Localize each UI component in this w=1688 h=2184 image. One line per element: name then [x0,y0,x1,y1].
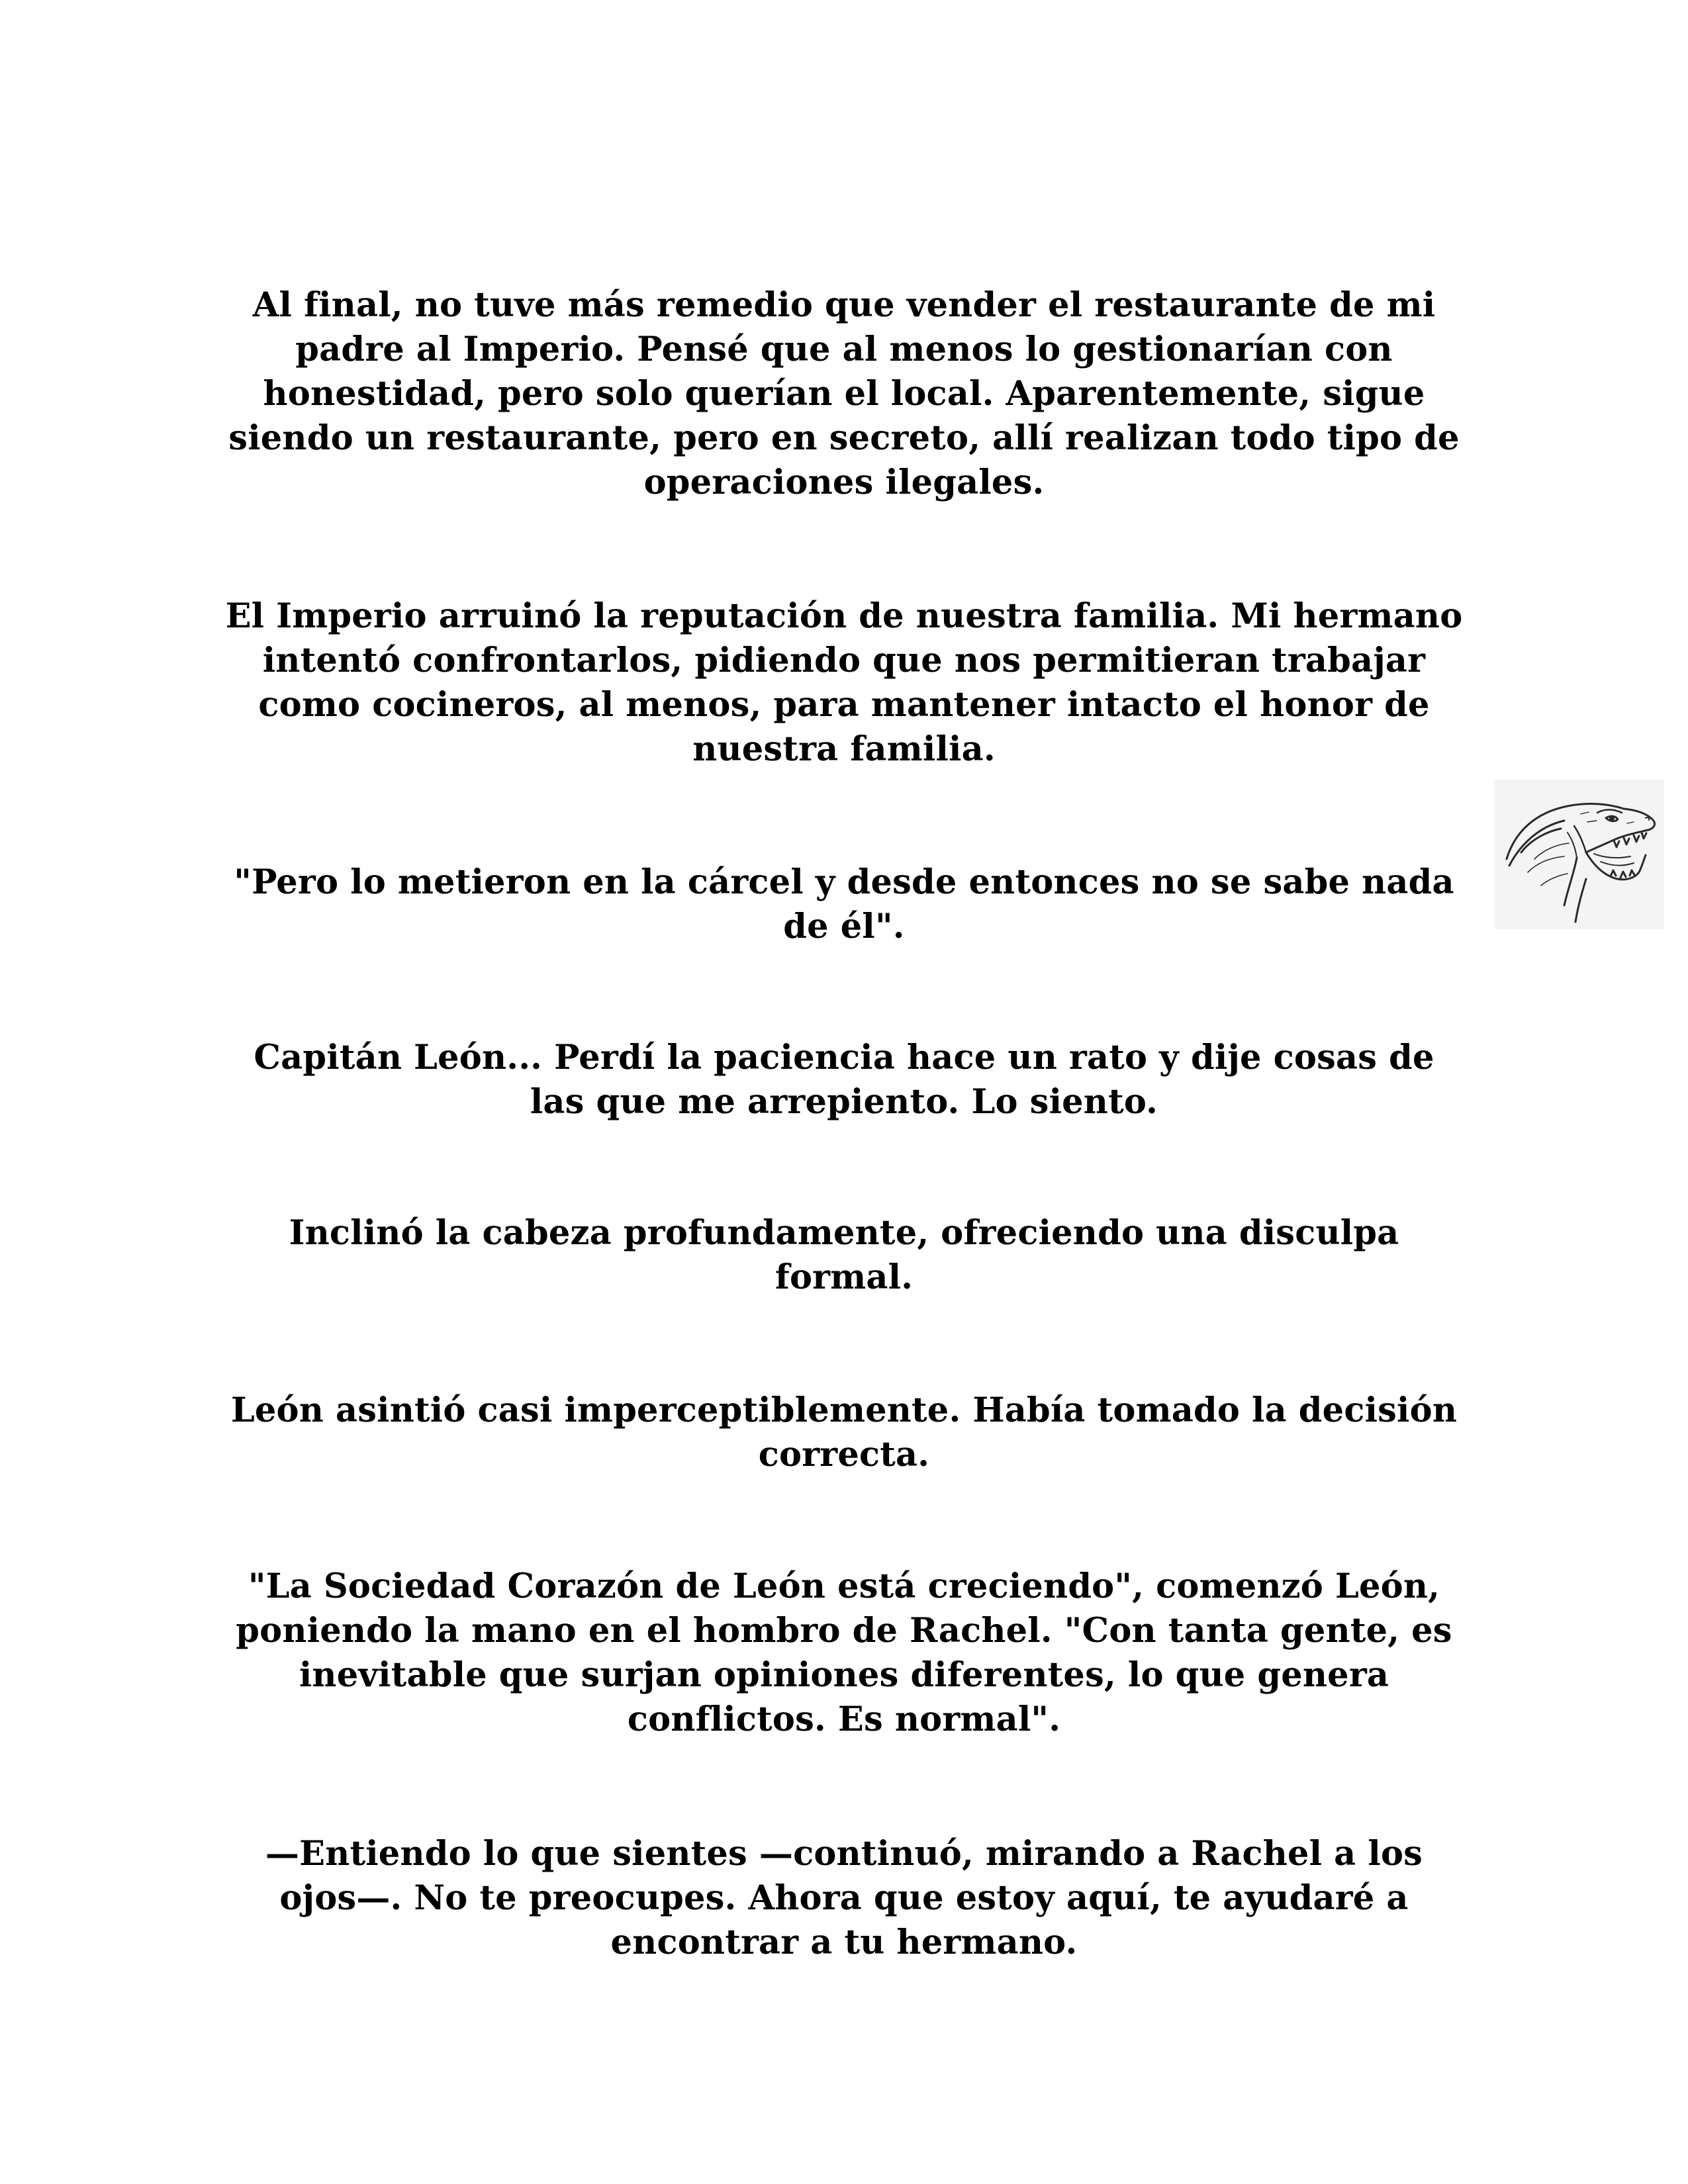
paragraph-5: Inclinó la cabeza profundamente, ofreciendo una disculpa formal. [289,1213,1399,1297]
paragraph-8: —Entiendo lo que sientes —continuó, mirando a Rachel a los ojos—. No te preocupes. Ahora que estoy aquí, te ayudaré a encontrar a tu hermano. [265,1834,1423,1962]
paragraph-2: El Imperio arruinó la reputación de nuestra familia. Mi hermano intentó confrontarlos, pidiendo que nos permitieran trabajar como cocineros, al menos, para mantener intacto el honor de nuestra familia. [225,596,1463,769]
paragraph-4: Capitán León... Perdí la paciencia hace un rato y dije cosas de las que me arrepiento. Lo siento. [254,1038,1434,1122]
paragraph-6: León asintió casi imperceptiblemente. Había tomado la decisión correcta. [230,1390,1458,1475]
dinosaur-head-sketch-icon [1495,780,1664,929]
paragraph-7: "La Sociedad Corazón de León está creciendo", comenzó León, poniendo la mano en el hombro de Rachel. "Con tanta gente, es inevitable que surjan opiniones diferentes, lo que genera conflictos. Es normal". [236,1567,1452,1739]
paragraph-1: Al final, no tuve más remedio que vender el restaurante de mi padre al Imperio. Pensé que al menos lo gestionarían con honestidad, pero solo querían el local. Aparentemente, sigue siendo un restaurante, pero en secreto, allí realizan todo tipo de operaciones ilegales. [228,285,1460,502]
paragraph-3: "Pero lo metieron en la cárcel y desde entonces no se sabe nada de él". [234,862,1454,946]
